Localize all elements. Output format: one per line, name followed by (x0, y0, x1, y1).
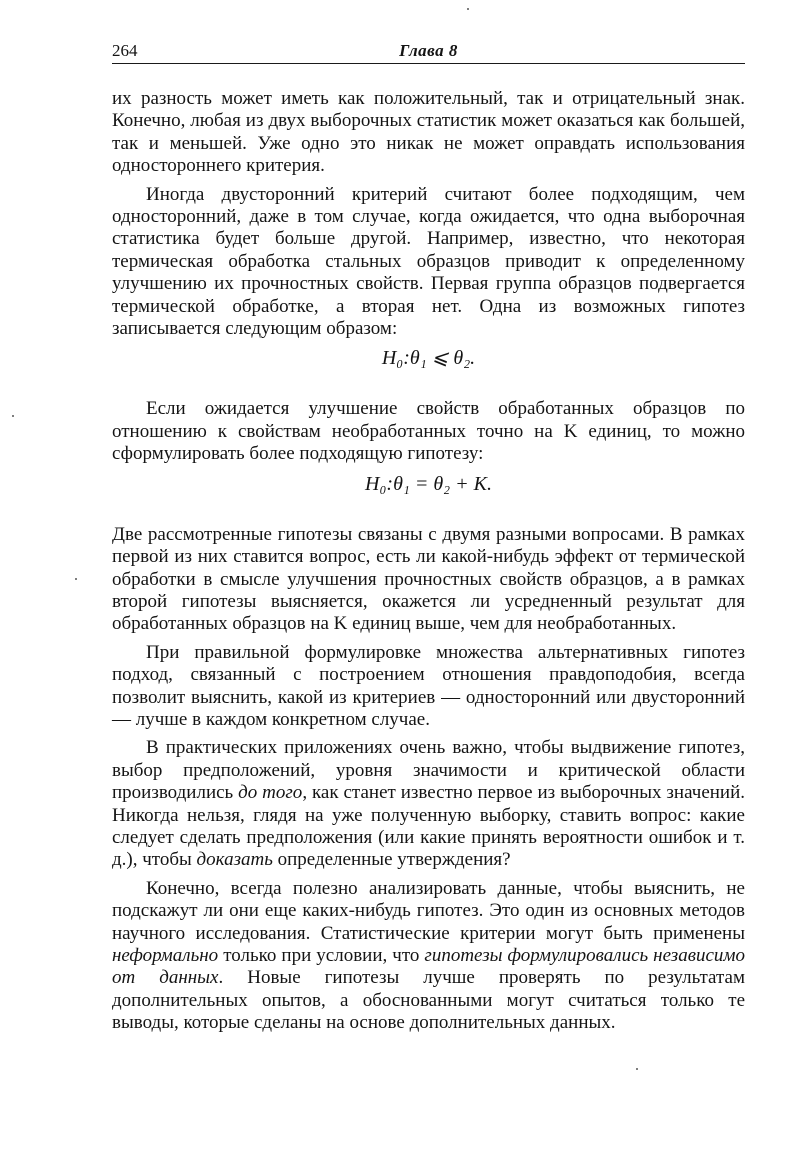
formula: H₀:θ₁ ⩽ θ₂. (381, 347, 476, 370)
paragraph: их разность может иметь как положительный, так и отрицательный знак. Конечно, любая из двух выборочных статистик может оказаться как большей, так и меньшей. Уже одно это никак не может оправдать использования одностороннего критерия. (112, 88, 745, 177)
page-header (112, 40, 745, 64)
text-run: Конечно, всегда полезно анализировать данные, чтобы выяснить, не подскажут ли они еще каких-нибудь гипотез. Это один из основных методов научного исследования. Статистические критерии могут быть применены (112, 877, 745, 944)
body-text (112, 88, 745, 1041)
paragraph (112, 878, 745, 1035)
emphasis: до того (238, 782, 303, 804)
paragraph: Две рассмотренные гипотезы связаны с двумя разными вопросами. В рамках первой из них ставится вопрос, есть ли какой-нибудь эффект от термической обработки в смысле улучшения прочностных свойств образцов, а в рамках второй гипотезы выясняется, окажется ли усредненный результат для обработанных образцов на K единиц выше, чем для необработанных. (112, 523, 745, 635)
scan-speck (467, 8, 469, 10)
text-run: определенные утверждения? (272, 849, 511, 871)
paragraph: Если ожидается улучшение свойств обработанных образцов по отношению к свойствам необработанных точно на K единиц, то можно сформулировать более подходящую гипотезу: (112, 398, 745, 465)
text-run: только при условии, что (218, 945, 425, 966)
emphasis: гипотезы формулировались независимо от данных (112, 945, 745, 989)
text-run: В практических приложениях очень важно, чтобы выдвижение гипотез, выбор предположений, уровня значимости и критической области производились (112, 737, 745, 804)
paragraph (112, 737, 745, 871)
scan-speck (75, 578, 77, 580)
paragraph: Иногда двусторонний критерий считают более подходящим, чем односторонний, даже в том случае, когда ожидается, что одна выборочная статистика будет больше другой. Например, известно, что некоторая термическая обработка стальных образцов приводит к определенному улучшению их прочностных свойств. Первая группа образцов подвергается термической обработке, а вторая нет. Одна из возможных гипотез записывается следующим образом: (112, 183, 745, 340)
text-run: . Новые гипотезы лучше проверять по результатам дополнительных опытов, а обоснованными могут считаться только те выводы, которые сделаны на основе дополнительных данных. (112, 967, 745, 1034)
scan-speck (636, 1068, 638, 1070)
header-rule (112, 63, 745, 64)
paragraph: При правильной формулировке множества альтернативных гипотез подход, связанный с построением отношения правдоподобия, всегда позволит выяснить, какой из критериев — односторонний или двусторонний — лучше в каждом конкретном случае. (112, 641, 745, 730)
emphasis: неформально (112, 945, 219, 966)
formula: H₀:θ₁ = θ₂ + K. (365, 472, 492, 495)
page-number: 264 (112, 41, 138, 60)
emphasis: доказать (196, 849, 273, 871)
text-run: , как станет известно первое из выборочных значений. Никогда нельзя, глядя на уже полученную выборку, ставить вопрос: какие следует сделать предположения (или какие принять вероятности ошибок и т. д.), чтобы (112, 782, 746, 871)
running-head: Глава 8 (399, 41, 458, 60)
scan-speck (12, 415, 14, 417)
